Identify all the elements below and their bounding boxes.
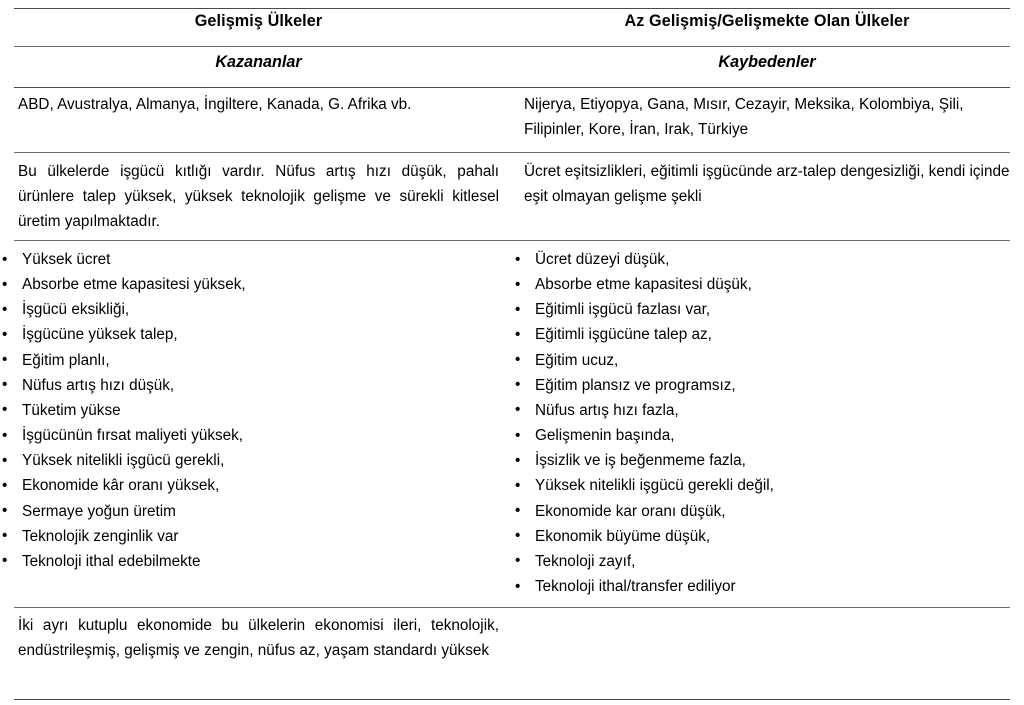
table-top-border [14,8,1010,9]
list-item: • Ekonomide kâr oranı yüksek, [0,473,499,498]
list-item: • Ekonomik büyüme düşük, [513,524,1010,549]
list-item: • Eğitim plansız ve programsız, [513,373,1010,398]
list-item: • Gelişmenin başında, [513,423,1010,448]
table-bottom-border [14,699,1010,700]
summary-cell-developed: İki ayrı kutuplu ekonomide bu ülkelerin ekonomisi ileri, teknolojik, endüstrileşmiş, gelişmiş ve zengin, nüfus az, yaşam standardı yüksek [18,617,499,659]
features-divider [14,607,1010,608]
features-list-developing [513,247,1010,599]
list-item: • Sermaye yoğun üretim [0,499,499,524]
header-divider [14,46,1010,47]
header-cell-developing: Az Gelişmiş/Gelişmekte Olan Ülkeler [624,12,910,30]
features-cell-developed [0,247,513,599]
list-item: • Eğitimli işgücü fazlası var, [513,297,1010,322]
list-item: • Teknolojik zenginlik var [0,524,499,549]
list-item: • Yüksek nitelikli işgücü gerekli, [0,448,499,473]
subheader-divider [14,87,1010,88]
description-cell-developing: Ücret eşitsizlikleri, eğitimli işgücünde arz-talep dengesizliği, kendi içinde eşit olmayan gelişme şekli [524,163,1010,205]
countries-row [0,93,1024,143]
summary-cell-developing [513,614,1024,664]
list-item: • Yüksek ücret [0,247,499,272]
description-row [0,160,1024,234]
list-item: • İşgücü eksikliği, [0,297,499,322]
list-item: • Nüfus artış hızı fazla, [513,398,1010,423]
list-item: • İşgücünün fırsat maliyeti yüksek, [0,423,499,448]
list-item: • Teknoloji ithal/transfer ediliyor [513,574,1010,599]
list-item: • Ekonomide kar oranı düşük, [513,499,1010,524]
summary-row [0,614,1024,664]
subheader-cell-winners: Kazananlar [215,53,302,71]
countries-cell-developing: Nijerya, Etiyopya, Gana, Mısır, Cezayir, Meksika, Kolombiya, Şili, Filipinler, Kore, İran, Irak, Türkiye [524,96,964,138]
list-item: • Eğitimli işgücüne talep az, [513,322,1010,347]
list-item: • Teknoloji ithal edebilmekte [0,549,499,574]
countries-cell-developed: ABD, Avustralya, Almanya, İngiltere, Kanada, G. Afrika vb. [18,96,412,113]
list-item: • Yüksek nitelikli işgücü gerekli değil, [513,473,1010,498]
features-row [0,247,1024,599]
list-item: • Absorbe etme kapasitesi düşük, [513,272,1010,297]
description-divider [14,240,1010,241]
features-list-developed [0,247,499,574]
countries-divider [14,152,1010,153]
list-item: • Tüketim yükse [0,398,499,423]
list-item: • Eğitim ucuz, [513,348,1010,373]
list-item: • İşgücüne yüksek talep, [0,322,499,347]
list-item: • Absorbe etme kapasitesi yüksek, [0,272,499,297]
header-cell-developed: Gelişmiş Ülkeler [194,12,323,30]
list-item: • İşsizlik ve iş beğenmeme fazla, [513,448,1010,473]
description-cell-developed: Bu ülkelerde işgücü kıtlığı vardır. Nüfus artış hızı düşük, pahalı ürünlere talep yüksek, yüksek teknolojik gelişme ve sürekli kitlesel üretim yapılmaktadır. [18,163,499,230]
list-item: • Teknoloji zayıf, [513,549,1010,574]
list-item: • Ücret düzeyi düşük, [513,247,1010,272]
list-item: • Eğitim planlı, [0,348,499,373]
table-header-row [0,12,1024,31]
list-item: • Nüfus artış hızı düşük, [0,373,499,398]
table-subheader-row [0,53,1024,72]
features-cell-developing [513,247,1024,599]
subheader-cell-losers: Kaybedenler [718,53,816,71]
